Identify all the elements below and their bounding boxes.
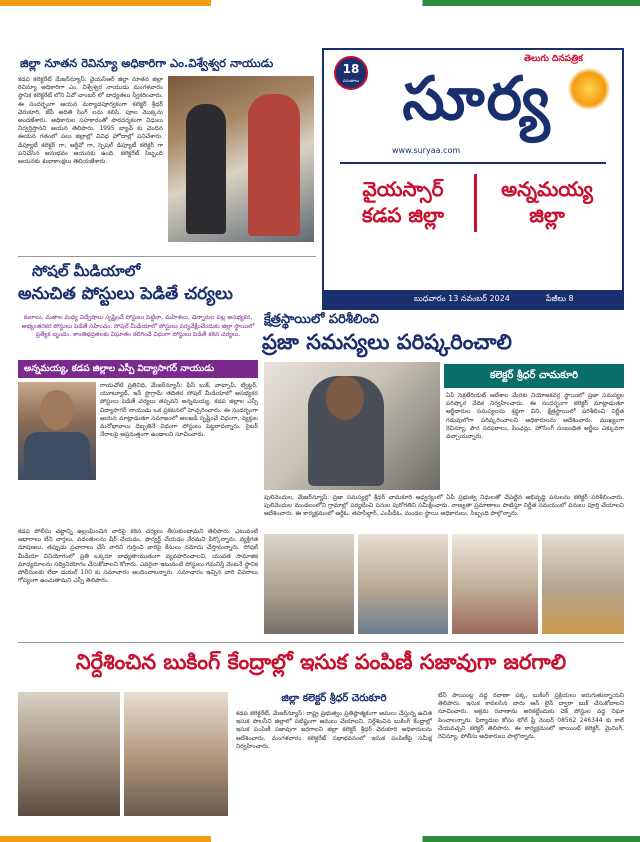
social-headline-line1: సోషల్ మీడియాలో: [32, 262, 141, 280]
sp-face: [40, 390, 74, 430]
revenue-photo: [168, 76, 314, 242]
anniversary-number: 18: [342, 62, 360, 76]
masthead-tagline: తెలుగు దినపత్రిక: [524, 54, 583, 64]
social-body-column: రాయచోటి ప్రతినిధి, మేజర్‌న్యూస్: ఫేస్ బుక్, వాట్సాప్, ట్విట్టర్, యూట్యూబ్, ఇన్ స్టాగ్రామ్ తదితర సోషల్ మీడియాలో అసభ్యకర పోస్టులు పెడితే చర్యలు తప్పవని అన్నమయ్య, కడప జిల్లాల ఎస్పీ విద్యాసాగర్ నాయుడు ఒక ప్రకటనలో హెచ్చరించారు. ఈ సందర్భంగా ఆయన మాట్లాడుతూ సమాజంలో అలజడి సృష్టించే విధంగా, వ్యక్తుల మనోభావాలు దెబ్బతినే విధంగా పోస్టులు పెట్టరాదన్నారు. సైబర్ నేరాలపై అప్రమత్తంగా ఉండాలని సూచించారు.: [100, 382, 258, 439]
story-revenue: [18, 52, 314, 252]
sand-headline: నిర్దేశించిన బుకింగ్ కేంద్రాల్లో ఇసుక పంపిణీ సజావుగా జరగాలి: [75, 650, 567, 674]
edition-divider: [474, 174, 477, 232]
issue-pages: పేజీలు 8: [546, 294, 574, 303]
separator-middle: [18, 642, 624, 643]
masthead: [322, 48, 624, 310]
field-photo-2: [358, 534, 448, 634]
bottom-tricolor-band: [0, 836, 640, 842]
edition-right-line1: అన్నమయ్య: [501, 177, 593, 201]
issue-date: బుధవారం 13 నవంబర్ 2024: [414, 294, 510, 303]
sand-photo-2: [124, 692, 228, 816]
field-byline: కలెక్టర్ శ్రీధర్ చామకూరి: [444, 364, 624, 388]
person-figure-right: [248, 94, 300, 236]
masthead-logo: సూర్య: [402, 64, 552, 134]
social-body-full: కడప పోలీసు చట్టాన్ని ఉల్లంఘించిన వారిపై కఠిన చర్యలు తీసుకుంటామని తెలిపారు. ఎటువంటి ఆధారాలు లేని వార్తలు, వదంతులను షేర్ చేయడం, ఫార్వర్డ్ చేయడం నేరమని పేర్కొన్నారు. వ్యక్తిగత దూషణలు, తప్పుడు ప్రచారాలు చేసే వారిని గుర్తించి వారిపై కేసులు నమోదు చేస్తామన్నారు. సోషల్ మీడియా వినియోగంలో ప్రతి ఒక్కరూ బాధ్యతాయుతంగా వ్యవహరించాలని, యువత సామాజిక మాధ్యమాలను సద్వినియోగం చేసుకోవాలని కోరారు. ఎవరైనా ఇటువంటి పోస్టులు గమనిస్తే వెంటనే స్థానిక పోలీసులకు లేదా డయల్ 100 కు సమాచారం అందించాలన్నారు. సమాచారం ఇచ్చిన వారి వివరాలు గోప్యంగా ఉంచుతామని ఎస్పీ తెలిపారు.: [18, 528, 258, 585]
social-byline: అన్నమయ్య, కడప జిల్లాల ఎస్పీ విద్యాసాగర్ నాయుడు: [18, 360, 258, 378]
field-photo-4: [542, 534, 624, 634]
sand-body-right: బేస్ పాయింట్ల వద్ద రవాణా పక్క, బుకింగ్ ప్రక్రియలు జరుగుతున్నాయని తెలిపారు. ఇసుక కావలసిన వారు ఆన్ లైన్ ద్వారా బుక్ చేసుకోవాలని సూచించారు. అక్రమ రవాణాను అరికట్టేందుకు చెక్ పోస్టుల వద్ద నిఘా పెంచాలన్నారు. ఫిర్యాదుల కోసం టోల్ ఫ్రీ నెంబర్ 08562 246344 కు కాల్ చేయవచ్చని కలెక్టర్ తెలిపారు. ఈ కార్యక్రమంలో జాయింట్ కలెక్టర్, మైనింగ్, రెవిన్యూ, పోలీసు అధికారులు పాల్గొన్నారు.: [438, 692, 624, 741]
sand-body-middle: కడప కలెక్టరేట్, మేజర్‌న్యూస్: రాష్ట్ర ప్రభుత్వం ప్రతిష్ఠాత్మకంగా అమలు చేస్తున్న ఉచిత ఇసుక పాలసీని జిల్లాలో పటిష్టంగా అమలు చేయాలని, నిర్దేశించిన బుకింగ్ కేంద్రాల్లో ఇసుక పంపిణీ సజావుగా జరగాలని జిల్లా కలెక్టర్ శ్రీధర్ చెరుకూరి అధికారులను ఆదేశించారు. మంగళవారం కలెక్టరేట్ సభాభవనంలో ఇసుక పంపిణీపై సమీక్ష నిర్వహించారు.: [236, 710, 432, 750]
collector-photo: [264, 362, 440, 490]
field-headline: ప్రజా సమస్యలు పరిష్కరించాలి: [262, 330, 512, 354]
masthead-website[interactable]: www.suryaa.com: [392, 146, 461, 155]
collector-face: [326, 376, 364, 420]
edition-left-line1: వైయస్సార్: [362, 177, 444, 201]
field-body-bottom: పులివెందుల, మేజర్‌న్యూస్: ప్రజా సమస్యల్లో శ్రీధర్ చామకూరి ఆధ్వర్యంలో ఏపీ ప్రభుత్వ నిధులతో చేపట్టిన అభివృద్ధి పనులను కలెక్టర్ పరిశీలించారు. పులివెందుల మండలంలోని గ్రామాల్లో పర్యటించి పనుల పురోగతిని సమీక్షించారు. నాణ్యతా ప్రమాణాలు పాటిస్తూ నిర్ణీత సమయంలో పనులు పూర్తి చేయాలని ఆదేశించారు. ఈ కార్యక్రమంలో ఆర్డీఓ, తహసీల్దార్, ఎంపీడీఓ, మండల స్థాయి అధికారులు, సిబ్బంది పాల్గొన్నారు.: [264, 494, 624, 518]
revenue-body: కడప కలెక్టరేట్ మేజర్‌న్యూస్: వైయస్ఆర్ జిల్లా నూతన జిల్లా రెవిన్యూ అధికారిగా ఎం. విశ్వేశ్వర నాయుడు మంగళవారం స్థానిక కలెక్టరేట్ లోని ఏవో చాంబర్ లో బాధ్యతలు స్వీకరించారు. ఈ సందర్భంగా ఆయన మర్యాదపూర్వకంగా కలెక్టర్ శ్రీధర్ చెరుకూరి, జేసీ అదితి సింగ్ లను కలిసి, పూల మొక్కను అందజేశారు. అధికారుల సహకారంతో పారదర్శకంగా విధులు నిర్వర్తిస్తానని ఆయన తెలిపారు. 1995 బ్యాచ్ కు చెందిన ఈయన గతంలో పలు జిల్లాల్లో వివిధ హోదాల్లో పనిచేశారు. డిప్యూటీ కలెక్టర్ గా, ఆర్డీవో గా, స్పెషల్ డిప్యూటీ కలెక్టర్ గా పనిచేసిన అనుభవం ఆయనకు ఉంది. కలెక్టరేట్ సిబ్బంది ఆయనకు శుభాకాంక్షలు తెలియజేశారు.: [18, 76, 163, 166]
top-tricolor-band: [0, 0, 640, 6]
field-body-right: ఏపీ సెక్రటేరియట్ ఆదేశాల మేరకు నియోజకవర్గ స్థాయిలో ప్రజా సమస్యల పరిష్కార వేదిక నిర్వహించారు. ఈ సందర్భంగా కలెక్టర్ మాట్లాడుతూ అర్జీదారుల సమస్యలను శ్రద్ధగా విని, క్షేత్రస్థాయిలో పరిశీలించి నిర్ణీత గడువులోగా పరిష్కరించాలని అధికారులను ఆదేశించారు. ముఖ్యంగా రెవిన్యూ, పౌర సరఫరాలు, పింఛన్లు, హౌసింగ్ సంబంధిత అర్జీలు ఎక్కువగా వచ్చాయన్నారు.: [446, 392, 624, 441]
field-photo-3: [452, 534, 538, 634]
separator-top: [18, 256, 316, 257]
edition-right: [480, 176, 614, 228]
sp-uniform: [24, 432, 90, 480]
edition-left: [336, 176, 470, 228]
revenue-headline: జిల్లా నూతన రెవిన్యూ అధికారిగా ఎం.విశ్వేశ్వర నాయుడు: [20, 56, 274, 70]
social-deck: కులాలు, మతాల మధ్య విద్వేషాలు సృష్టించే పోస్టులు పెట్టినా, మహిళలు, చిన్నారుల పట్ల అసభ్యకర, అభ్యంతరకర పోస్టులు పెడితే సహించం. సోషల్ మీడియాలో పోస్టులు పర్యవేక్షించేందుకు జిల్లా స్థాయిలో ప్రత్యేక బృందం. శాంతిభద్రతలకు విఘాతం కలిగించే విధంగా పోస్టులు పెడితే కఠిన చర్యలు.: [21, 314, 255, 339]
masthead-underline: [340, 162, 606, 164]
sand-byline: జిల్లా కలెక్టర్ శ్రీధర్ చెరుకూరి: [281, 693, 387, 704]
field-photo-1: [264, 534, 354, 634]
social-headline-line2: అనుచిత పోస్టులు పెడితే చర్యలు: [18, 284, 233, 304]
edition-left-line2: కడప జిల్లా: [362, 203, 444, 227]
date-strip: [324, 290, 622, 308]
anniversary-caption: వసంతాలు: [342, 78, 360, 83]
field-kicker: క్షేత్రస్థాయిలో పరిశీలించి: [264, 312, 379, 327]
sp-photo: [18, 382, 96, 480]
sand-photo-1: [18, 692, 120, 816]
person-figure-left: [186, 104, 226, 234]
story-field-inspection: [262, 312, 624, 638]
edition-right-line2: జిల్లా: [529, 203, 565, 227]
